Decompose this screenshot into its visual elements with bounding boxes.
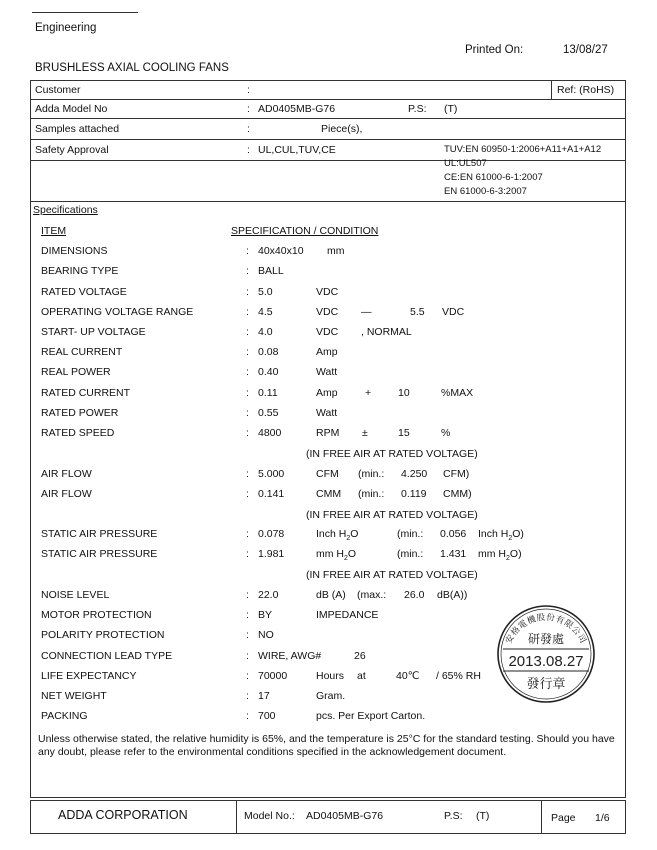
spec-value: 4800 [258, 427, 282, 439]
stamp-date: 2013.08.27 [508, 653, 584, 670]
spec-colon: : [246, 346, 249, 358]
spec-colon: : [246, 589, 249, 601]
spec-colon: : [246, 629, 249, 641]
tolerance-sign: + [365, 387, 372, 399]
spec-colon: : [246, 366, 249, 378]
lead-label: CONNECTION LEAD TYPE [41, 650, 173, 662]
footer-model-value: AD0405MB-G76 [306, 810, 384, 822]
noise-label: NOISE LEVEL [41, 589, 110, 601]
spec-colon: : [246, 690, 249, 702]
spec-label: DIMENSIONS [41, 245, 108, 257]
spec-label: REAL CURRENT [41, 346, 123, 358]
packing-label: PACKING [41, 710, 88, 722]
noise-max-unit: dB(A)) [437, 589, 468, 601]
tolerance-unit: % [441, 427, 451, 439]
safety-colon: : [247, 144, 250, 156]
spec-value: 4.0 [258, 326, 273, 338]
spec-colon: : [246, 265, 249, 277]
ps-label: P.S: [408, 103, 427, 115]
motor-value: BY [258, 609, 273, 621]
pressure-label: STATIC AIR PRESSURE [41, 528, 158, 540]
spec-colon: : [246, 670, 249, 682]
life-label: LIFE EXPECTANCY [41, 670, 137, 682]
printed-date: 13/08/27 [563, 44, 608, 56]
ref-rohs: Ref: (RoHS) [557, 84, 615, 96]
row-divider [30, 99, 626, 100]
free-air-note: (IN FREE AIR AT RATED VOLTAGE) [306, 448, 478, 460]
spec-unit: Watt [316, 366, 338, 378]
life-rh: / 65% RH [436, 670, 481, 682]
pressure-mm-unit: mm $H_2O$ [316, 548, 357, 563]
lead-value: WIRE, AWG# [258, 650, 322, 662]
printed-on-label: Printed On: [465, 44, 524, 56]
spec-value: 0.08 [258, 346, 279, 358]
spec-value: 0.55 [258, 407, 279, 419]
motor-extra: IMPEDANCE [316, 609, 379, 621]
standard-ul: UL:UL507 [444, 158, 487, 169]
spec-label: REAL POWER [41, 366, 111, 378]
footer-divider [236, 800, 237, 834]
spec-colon: : [246, 286, 249, 298]
life-unit: Hours [316, 670, 345, 682]
air-flow-cfm-unit: CFM [316, 468, 339, 480]
stamp-issue: 發行章 [526, 677, 566, 692]
ref-divider [551, 80, 552, 99]
life-value: 70000 [258, 670, 288, 682]
spec-value: 40x40x10 [258, 245, 304, 257]
company-name: ADDA CORPORATION [58, 808, 188, 822]
spec-colon: : [246, 609, 249, 621]
row-divider [30, 160, 626, 161]
pressure-mm-value: 1.981 [258, 548, 285, 560]
spec-value: 4.5 [258, 306, 273, 318]
air-flow-label: AIR FLOW [41, 468, 92, 480]
noise-value: 22.0 [258, 589, 279, 601]
spec-value: 0.11 [258, 387, 278, 399]
spec-colon: : [246, 468, 249, 480]
standard-en: EN 61000-6-3:2007 [444, 186, 527, 197]
customer-colon: : [247, 84, 250, 96]
stamp-seal-graphic [494, 602, 598, 706]
pressure-inch-value: 0.078 [258, 528, 285, 540]
pressure-label: STATIC AIR PRESSURE [41, 548, 158, 560]
spec-label: RATED SPEED [41, 427, 115, 439]
spec-unit: mm [327, 245, 345, 257]
samples-colon: : [247, 123, 250, 135]
pressure-min-value: 1.431 [440, 548, 467, 560]
tolerance-sign: ± [362, 427, 368, 439]
spec-colon: : [246, 710, 249, 722]
polarity-value: NO [258, 629, 274, 641]
pressure-min-value: 0.056 [440, 528, 467, 540]
spec-colon: : [246, 306, 249, 318]
weight-value: 17 [258, 690, 270, 702]
stamp-company-text: 安格電機股份有限公司 [504, 612, 588, 646]
spec-value-max: 5.5 [410, 306, 425, 318]
pressure-min-label: (min.: [397, 548, 424, 560]
air-flow-cmm-value: 0.141 [258, 488, 285, 500]
weight-unit: Gram. [316, 690, 346, 702]
spec-value: 5.0 [258, 286, 273, 298]
spec-label: OPERATING VOLTAGE RANGE [41, 306, 194, 318]
spec-colon: : [246, 488, 249, 500]
model-value: AD0405MB-G76 [258, 103, 336, 115]
polarity-label: POLARITY PROTECTION [41, 629, 165, 641]
samples-label: Samples attached [35, 123, 120, 135]
spec-unit: Amp [316, 346, 338, 358]
air-flow-min-value: 0.119 [401, 488, 427, 500]
spec-colon: : [246, 245, 249, 257]
footer-ps-label: P.S: [444, 810, 463, 822]
air-flow-cfm-value: 5.000 [258, 468, 285, 480]
spec-label: RATED POWER [41, 407, 119, 419]
tolerance-value: 10 [398, 387, 410, 399]
noise-unit: dB (A) [316, 589, 346, 601]
spec-colon: : [246, 427, 249, 439]
weight-label: NET WEIGHT [41, 690, 107, 702]
air-flow-min-label: (min.: [358, 468, 385, 480]
spec-label: START- UP VOLTAGE [41, 326, 146, 338]
lead-extra: 26 [354, 650, 366, 662]
life-at: at [357, 670, 366, 682]
page-label: Page [551, 812, 576, 824]
life-temp: 40℃ [396, 670, 420, 682]
spec-label: RATED CURRENT [41, 387, 131, 399]
footer-divider [541, 800, 542, 834]
safety-value: UL,CUL,TUV,CE [258, 144, 336, 156]
customer-label: Customer [35, 84, 81, 96]
air-flow-min-unit: CMM) [443, 488, 472, 500]
stamp-dept: 研發處 [527, 632, 565, 646]
free-air-note: (IN FREE AIR AT RATED VOLTAGE) [306, 509, 478, 521]
pressure-min-label: (min.: [397, 528, 424, 540]
noise-max-value: 26.0 [404, 589, 425, 601]
header-rule [32, 12, 138, 13]
spec-unit: RPM [316, 427, 340, 439]
spec-unit: VDC [316, 306, 339, 318]
pressure-inch-unit: Inch $H_2O$ [316, 528, 359, 543]
free-air-note: (IN FREE AIR AT RATED VOLTAGE) [306, 569, 478, 581]
model-label: Adda Model No [35, 103, 108, 115]
air-flow-min-unit: CFM) [443, 468, 470, 480]
spec-colon: : [246, 387, 249, 399]
ps-value: (T) [444, 103, 458, 115]
spec-colon: : [246, 407, 249, 419]
doc-title: BRUSHLESS AXIAL COOLING FANS [35, 62, 229, 74]
rd-stamp [494, 602, 598, 706]
row-divider [30, 118, 626, 119]
standard-test-note: Unless otherwise stated, the relative humidity is 65%, and the temperature is 25°C for the standard testing. Should you have any doubt, please refer to the environmental conditions specified in the acknowledgement document. [38, 733, 615, 758]
spec-unit: Watt [316, 407, 338, 419]
standard-ce: CE:EN 61000-6-1:2007 [444, 172, 543, 183]
spec-value: 0.40 [258, 366, 279, 378]
page-number: 1/6 [595, 812, 610, 824]
spec-colon: : [246, 548, 249, 560]
department-label: Engineering [35, 22, 97, 34]
spec-unit: VDC [316, 326, 339, 338]
spec-colon: : [246, 326, 249, 338]
footer-ps-value: (T) [476, 810, 490, 822]
noise-max-label: (max.: [357, 589, 387, 601]
footer-model-label: Model No.: [244, 810, 295, 822]
spec-unit-max: VDC [442, 306, 465, 318]
air-flow-cmm-unit: CMM [316, 488, 342, 500]
packing-value: 700 [258, 710, 276, 722]
air-flow-min-value: 4.250 [401, 468, 428, 480]
air-flow-min-label: (min.: [358, 488, 385, 500]
spec-colon: : [246, 650, 249, 662]
samples-value: Piece(s), [321, 123, 363, 135]
air-flow-label: AIR FLOW [41, 488, 92, 500]
spec-value: BALL [258, 265, 284, 277]
packing-unit: pcs. Per Export Carton. [316, 710, 426, 722]
pressure-min-unit: Inch $H_2O$) [478, 528, 524, 543]
model-colon: : [247, 103, 250, 115]
spec-label: RATED VOLTAGE [41, 286, 127, 298]
spec-colon: : [246, 528, 249, 540]
range-dash: — [361, 306, 372, 318]
row-divider [30, 201, 626, 202]
spec-condition: , NORMAL [361, 326, 412, 338]
column-item: ITEM [41, 225, 67, 237]
column-spec: SPECIFICATION / CONDITION [231, 225, 379, 237]
motor-label: MOTOR PROTECTION [41, 609, 152, 621]
spec-unit: Amp [316, 387, 338, 399]
specifications-title: Specifications [33, 204, 98, 216]
pressure-min-unit: mm $H_2O$) [478, 548, 522, 563]
safety-label: Safety Approval [35, 144, 109, 156]
standard-tuv: TUV:EN 60950-1:2006+A11+A1+A12 [444, 144, 602, 155]
spec-unit: VDC [316, 286, 339, 298]
tolerance-value: 15 [398, 427, 410, 439]
spec-label: BEARING TYPE [41, 265, 119, 277]
row-divider [30, 139, 626, 140]
tolerance-unit: %MAX [441, 387, 474, 399]
